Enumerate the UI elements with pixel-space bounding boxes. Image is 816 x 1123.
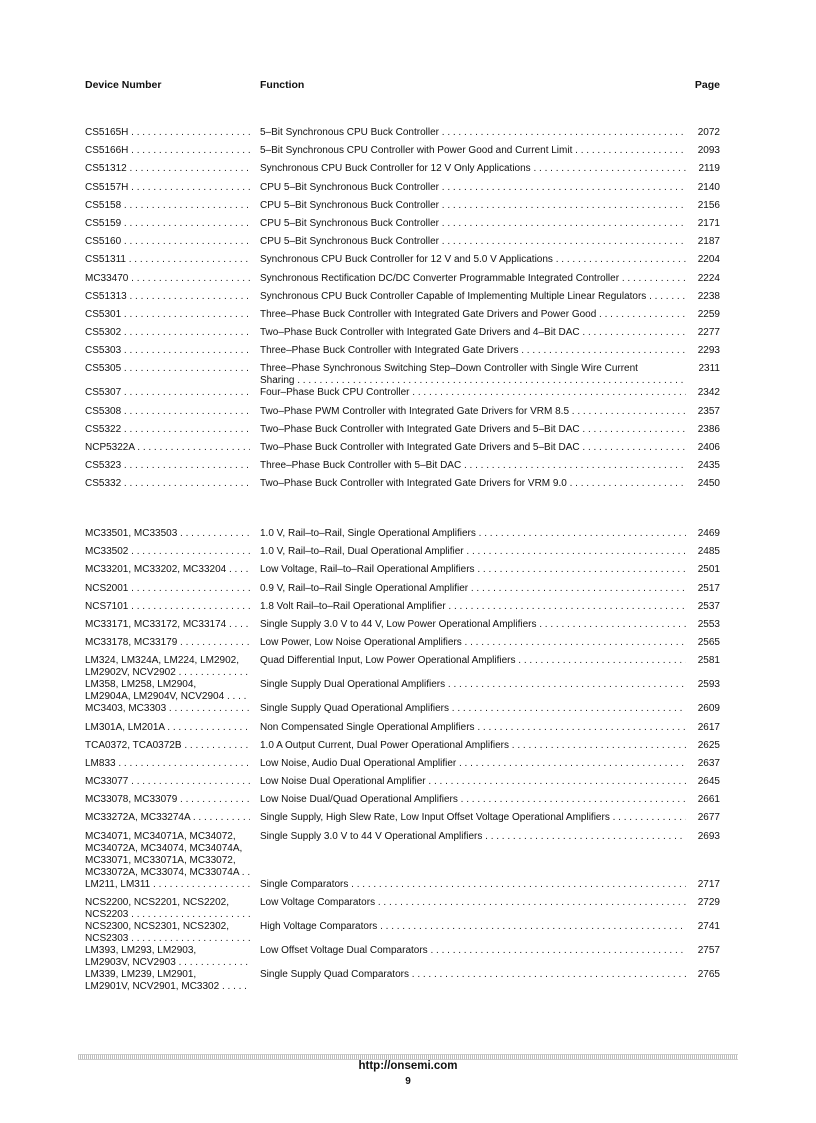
function-line: 1.0 A Output Current, Dual Power Operational Amplifiers . . . xyxy=(260,740,686,752)
device-number-line: MC33272A, MC33274A . . . xyxy=(85,812,250,824)
device-number xyxy=(85,758,250,776)
device-number-line: LM358, LM258, LM2904, xyxy=(85,679,197,691)
device-number-line: MC33502 . . . xyxy=(85,546,250,558)
function-line: 5–Bit Synchronous CPU Controller with Power Good and Current Limit . . . xyxy=(260,145,686,157)
function-line: Low Noise Dual/Quad Operational Amplifiers . . . xyxy=(260,794,686,806)
function-line: 5–Bit Synchronous CPU Buck Controller . . . xyxy=(260,127,686,139)
page-number-link[interactable]: 2259 xyxy=(686,309,720,327)
page-number-link[interactable]: 2553 xyxy=(686,619,720,637)
device-number-line: CS5166H . . . xyxy=(85,145,250,157)
function-description xyxy=(260,619,686,637)
table-row xyxy=(85,345,720,363)
function-description xyxy=(260,897,686,921)
page-number-link[interactable]: 2741 xyxy=(686,921,720,945)
device-number-line: NCS2303 . . . xyxy=(85,933,250,945)
table-row xyxy=(85,528,720,546)
function-line: Single Comparators . . . xyxy=(260,879,686,891)
function-line: Low Power, Low Noise Operational Amplifiers . . . xyxy=(260,637,686,649)
page-number-link[interactable]: 2661 xyxy=(686,794,720,812)
device-number-line: CS5157H . . . xyxy=(85,182,250,194)
device-number xyxy=(85,273,250,291)
function-description xyxy=(260,163,686,181)
function-description xyxy=(260,637,686,655)
function-line: Low Noise Dual Operational Amplifier . . . xyxy=(260,776,686,788)
table-row xyxy=(85,601,720,619)
device-number-line: MC34072A, MC34074, MC34074A, xyxy=(85,842,243,854)
function-line: CPU 5–Bit Synchronous Buck Controller . . . xyxy=(260,200,686,212)
column-header xyxy=(85,79,720,93)
table-row xyxy=(85,273,720,291)
page-number-link[interactable]: 2140 xyxy=(686,182,720,200)
table-row xyxy=(85,794,720,812)
device-number xyxy=(85,637,250,655)
page-number-link[interactable]: 2238 xyxy=(686,291,720,309)
function-description xyxy=(260,546,686,564)
page-number-link[interactable]: 2156 xyxy=(686,200,720,218)
device-number xyxy=(85,879,250,897)
device-number-line: CS5160 . . . xyxy=(85,236,250,248)
page-number-link[interactable]: 2637 xyxy=(686,758,720,776)
page-number-link[interactable]: 2729 xyxy=(686,897,720,921)
device-number-line: CS5305 . . . xyxy=(85,363,250,375)
function-line: Non Compensated Single Operational Amplifiers . . . xyxy=(260,722,686,734)
page-number-link[interactable]: 2072 xyxy=(686,127,720,145)
device-number-line: LM2904A, LM2904V, NCV2904 . . . xyxy=(85,691,250,703)
function-description xyxy=(260,831,686,879)
device-number xyxy=(85,218,250,236)
function-line: Sharing . . . xyxy=(260,375,686,387)
function-description xyxy=(260,528,686,546)
table-row xyxy=(85,291,720,309)
device-number-line: CS5301 . . . xyxy=(85,309,250,321)
table-row xyxy=(85,637,720,655)
function-description xyxy=(260,478,686,496)
footer-page-number: 9 xyxy=(405,1076,411,1087)
device-number xyxy=(85,424,250,442)
page-number-link[interactable]: 2609 xyxy=(686,703,720,721)
device-table-section-1 xyxy=(85,127,720,497)
table-row xyxy=(85,583,720,601)
device-number-line: MC3403, MC3303 . . . xyxy=(85,703,250,715)
function-description xyxy=(260,921,686,945)
device-number-line: LM2902V, NCV2902 . . . xyxy=(85,667,250,679)
page-number-link[interactable]: 2093 xyxy=(686,145,720,163)
table-row xyxy=(85,679,720,703)
table-row xyxy=(85,406,720,424)
device-number xyxy=(85,945,250,969)
device-number xyxy=(85,546,250,564)
table-row xyxy=(85,309,720,327)
function-line: Single Supply 3.0 V to 44 V, Low Power Operational Amplifiers . . . xyxy=(260,619,686,631)
table-row xyxy=(85,921,720,945)
table-row xyxy=(85,218,720,236)
device-number-line: MC33501, MC33503 . . . xyxy=(85,528,250,540)
device-number-line: LM211, LM311 . . . xyxy=(85,879,250,891)
function-description xyxy=(260,345,686,363)
table-row xyxy=(85,546,720,564)
table-row xyxy=(85,812,720,830)
device-number-line: MC33171, MC33172, MC33174 . . . xyxy=(85,619,250,631)
page-number-link[interactable]: 2224 xyxy=(686,273,720,291)
device-number-line: CS5307 . . . xyxy=(85,387,250,399)
table-row xyxy=(85,776,720,794)
table-row xyxy=(85,897,720,921)
page-number-link[interactable]: 2617 xyxy=(686,722,720,740)
page-number-link[interactable]: 2537 xyxy=(686,601,720,619)
table-row xyxy=(85,424,720,442)
device-number-line: LM2901V, NCV2901, MC3302 . . . xyxy=(85,981,250,993)
device-number-line: MC33077 . . . xyxy=(85,776,250,788)
table-row xyxy=(85,879,720,897)
header-device-number: Device Number xyxy=(85,79,162,91)
function-description xyxy=(260,309,686,327)
function-description xyxy=(260,945,686,969)
page-number-link[interactable]: 2311 xyxy=(686,363,720,387)
function-line: Single Supply Dual Operational Amplifiers . . . xyxy=(260,679,686,691)
table-row xyxy=(85,619,720,637)
table-row xyxy=(85,460,720,478)
device-number xyxy=(85,812,250,830)
page-number-link[interactable]: 2406 xyxy=(686,442,720,460)
device-number-line: LM833 . . . xyxy=(85,758,250,770)
header-function: Function xyxy=(260,79,305,91)
function-description xyxy=(260,218,686,236)
function-line: CPU 5–Bit Synchronous Buck Controller . . . xyxy=(260,236,686,248)
device-number-line: MC33470 . . . xyxy=(85,273,250,285)
function-line: Single Supply Quad Comparators . . . xyxy=(260,969,686,981)
device-number xyxy=(85,969,250,993)
device-number-line: NCP5322A . . . xyxy=(85,442,250,454)
device-number-line: MC33178, MC33179 . . . xyxy=(85,637,250,649)
function-line: High Voltage Comparators . . . xyxy=(260,921,686,933)
function-description xyxy=(260,879,686,897)
device-number xyxy=(85,897,250,921)
device-number xyxy=(85,145,250,163)
function-description xyxy=(260,145,686,163)
page-number-link[interactable]: 2293 xyxy=(686,345,720,363)
table-row xyxy=(85,236,720,254)
page-number-link[interactable]: 2517 xyxy=(686,583,720,601)
device-number-line: CS51313 . . . xyxy=(85,291,250,303)
table-row xyxy=(85,722,720,740)
function-description xyxy=(260,442,686,460)
device-number xyxy=(85,387,250,405)
table-row xyxy=(85,387,720,405)
function-line: Four–Phase Buck CPU Controller . . . xyxy=(260,387,686,399)
function-line: Three–Phase Synchronous Switching Step–Down Controller with Single Wire Current xyxy=(260,363,638,375)
function-line: Three–Phase Buck Controller with Integrated Gate Drivers . . . xyxy=(260,345,686,357)
function-description xyxy=(260,679,686,703)
function-line: CPU 5–Bit Synchronous Buck Controller . . . xyxy=(260,218,686,230)
table-row xyxy=(85,478,720,496)
function-line: Two–Phase Buck Controller with Integrated Gate Drivers and 5–Bit DAC . . . xyxy=(260,442,686,454)
function-line: Low Noise, Audio Dual Operational Amplifier . . . xyxy=(260,758,686,770)
function-line: Three–Phase Buck Controller with 5–Bit DAC . . . xyxy=(260,460,686,472)
function-line: Quad Differential Input, Low Power Operational Amplifiers . . . xyxy=(260,655,686,667)
device-number-line: NCS2001 . . . xyxy=(85,583,250,595)
page-number-link[interactable]: 2765 xyxy=(686,969,720,993)
function-description xyxy=(260,273,686,291)
device-number xyxy=(85,776,250,794)
function-line: Single Supply 3.0 V to 44 V Operational Amplifiers . . . xyxy=(260,831,686,843)
device-number xyxy=(85,363,250,387)
device-number xyxy=(85,831,250,879)
table-row xyxy=(85,254,720,272)
device-number xyxy=(85,460,250,478)
device-number-line: CS5308 . . . xyxy=(85,406,250,418)
function-line: CPU 5–Bit Synchronous Buck Controller . . . xyxy=(260,182,686,194)
table-row xyxy=(85,127,720,145)
function-line: Single Supply Quad Operational Amplifiers . . . xyxy=(260,703,686,715)
table-row xyxy=(85,703,720,721)
table-row xyxy=(85,363,720,387)
function-description xyxy=(260,655,686,679)
page-number-link[interactable]: 2469 xyxy=(686,528,720,546)
device-number-line: CS51311 . . . xyxy=(85,254,250,266)
function-line: Two–Phase PWM Controller with Integrated Gate Drivers for VRM 8.5 . . . xyxy=(260,406,686,418)
device-number-line: CS5302 . . . xyxy=(85,327,250,339)
device-number-line: CS5158 . . . xyxy=(85,200,250,212)
device-number-line: TCA0372, TCA0372B . . . xyxy=(85,740,250,752)
device-number xyxy=(85,200,250,218)
page-number-link[interactable]: 2204 xyxy=(686,254,720,272)
function-line: Synchronous Rectification DC/DC Converter Programmable Integrated Controller . . . xyxy=(260,273,686,285)
page-number-link[interactable]: 2171 xyxy=(686,218,720,236)
device-number-line: NCS2200, NCS2201, NCS2202, xyxy=(85,896,229,908)
table-row xyxy=(85,969,720,993)
function-description xyxy=(260,969,686,993)
table-row xyxy=(85,945,720,969)
device-number xyxy=(85,345,250,363)
function-description xyxy=(260,291,686,309)
device-number xyxy=(85,127,250,145)
device-number-line: CS5332 . . . xyxy=(85,478,250,490)
function-line: 0.9 V, Rail–to–Rail Single Operational Amplifier . . . xyxy=(260,583,686,595)
function-line: Single Supply, High Slew Rate, Low Input Offset Voltage Operational Amplifiers . . . xyxy=(260,812,686,824)
device-number xyxy=(85,309,250,327)
function-description xyxy=(260,776,686,794)
function-line: Two–Phase Buck Controller with Integrated Gate Drivers and 5–Bit DAC . . . xyxy=(260,424,686,436)
device-number xyxy=(85,794,250,812)
device-number-line: LM324, LM324A, LM224, LM2902, xyxy=(85,655,239,667)
page-number-link[interactable]: 2677 xyxy=(686,812,720,830)
page-number-link[interactable]: 2501 xyxy=(686,564,720,582)
device-number-line: NCS7101 . . . xyxy=(85,601,250,613)
device-number xyxy=(85,601,250,619)
function-description xyxy=(260,564,686,582)
table-row xyxy=(85,564,720,582)
device-number-line: CS5165H . . . xyxy=(85,127,250,139)
function-line: Synchronous CPU Buck Controller Capable of Implementing Multiple Linear Regulators . . . xyxy=(260,291,686,303)
function-description xyxy=(260,363,686,387)
function-line: Low Offset Voltage Dual Comparators . . . xyxy=(260,945,686,957)
device-number-line: MC33072A, MC33074, MC33074A . . . xyxy=(85,867,250,879)
function-description xyxy=(260,722,686,740)
function-description xyxy=(260,406,686,424)
table-row xyxy=(85,182,720,200)
device-number-line: CS5323 . . . xyxy=(85,460,250,472)
table-row xyxy=(85,655,720,679)
page-number-link[interactable]: 2450 xyxy=(686,478,720,496)
function-line: Two–Phase Buck Controller with Integrated Gate Drivers for VRM 9.0 . . . xyxy=(260,478,686,490)
footer-url[interactable]: http://onsemi.com xyxy=(358,1060,458,1072)
device-number-line: MC33201, MC33202, MC33204 . . . xyxy=(85,564,250,576)
device-number xyxy=(85,442,250,460)
device-number-line: LM339, LM239, LM2901, xyxy=(85,968,197,980)
page-number-link[interactable]: 2357 xyxy=(686,406,720,424)
function-description xyxy=(260,583,686,601)
device-number xyxy=(85,619,250,637)
page-number-link[interactable]: 2342 xyxy=(686,387,720,405)
device-number xyxy=(85,236,250,254)
page-number-link[interactable]: 2119 xyxy=(686,163,720,181)
function-line: 1.0 V, Rail–to–Rail, Dual Operational Amplifier . . . xyxy=(260,546,686,558)
page-number-link[interactable]: 2435 xyxy=(686,460,720,478)
device-number xyxy=(85,703,250,721)
table-row xyxy=(85,327,720,345)
function-description xyxy=(260,601,686,619)
function-description xyxy=(260,200,686,218)
function-description xyxy=(260,703,686,721)
device-number xyxy=(85,182,250,200)
page-number-link[interactable]: 2277 xyxy=(686,327,720,345)
function-line: Low Voltage, Rail–to–Rail Operational Amplifiers . . . xyxy=(260,564,686,576)
page-number-link[interactable]: 2717 xyxy=(686,879,720,897)
page-number-link[interactable]: 2593 xyxy=(686,679,720,703)
function-description xyxy=(260,740,686,758)
function-line: 1.0 V, Rail–to–Rail, Single Operational Amplifiers . . . xyxy=(260,528,686,540)
device-number-line: CS5303 . . . xyxy=(85,345,250,357)
table-row xyxy=(85,831,720,879)
device-number xyxy=(85,583,250,601)
device-number-line: CS51312 . . . xyxy=(85,163,250,175)
device-number xyxy=(85,528,250,546)
function-description xyxy=(260,424,686,442)
device-number xyxy=(85,679,250,703)
device-number-line: CS5159 . . . xyxy=(85,218,250,230)
function-line: 1.8 Volt Rail–to–Rail Operational Amplifier . . . xyxy=(260,601,686,613)
device-number xyxy=(85,921,250,945)
page-number-link[interactable]: 2581 xyxy=(686,655,720,679)
function-description xyxy=(260,127,686,145)
function-description xyxy=(260,387,686,405)
device-number-line: CS5322 . . . xyxy=(85,424,250,436)
table-row xyxy=(85,200,720,218)
device-number xyxy=(85,291,250,309)
device-number xyxy=(85,655,250,679)
device-number xyxy=(85,740,250,758)
function-line: Three–Phase Buck Controller with Integrated Gate Drivers and Power Good . . . xyxy=(260,309,686,321)
function-line: Low Voltage Comparators . . . xyxy=(260,897,686,909)
function-description xyxy=(260,236,686,254)
device-number-line: LM2903V, NCV2903 . . . xyxy=(85,957,250,969)
device-number-line: LM301A, LM201A . . . xyxy=(85,722,250,734)
device-number-line: MC33071, MC33071A, MC33072, xyxy=(85,854,236,866)
device-number-line: LM393, LM293, LM2903, xyxy=(85,944,197,956)
device-number xyxy=(85,478,250,496)
device-number xyxy=(85,722,250,740)
table-row xyxy=(85,740,720,758)
function-description xyxy=(260,794,686,812)
device-number xyxy=(85,406,250,424)
page-number-link[interactable]: 2187 xyxy=(686,236,720,254)
table-row xyxy=(85,163,720,181)
device-table-section-2 xyxy=(85,528,720,993)
device-number-line: NCS2300, NCS2301, NCS2302, xyxy=(85,920,229,932)
page-number-link[interactable]: 2565 xyxy=(686,637,720,655)
device-number xyxy=(85,564,250,582)
device-number-line: NCS2203 . . . xyxy=(85,909,250,921)
function-description xyxy=(260,327,686,345)
function-line: Synchronous CPU Buck Controller for 12 V Only Applications . . . xyxy=(260,163,686,175)
page-number-link[interactable]: 2386 xyxy=(686,424,720,442)
page-number-link[interactable]: 2693 xyxy=(686,831,720,879)
function-description xyxy=(260,758,686,776)
device-number xyxy=(85,254,250,272)
function-description xyxy=(260,182,686,200)
device-number-line: MC34071, MC34071A, MC34072, xyxy=(85,830,236,842)
function-description xyxy=(260,460,686,478)
device-number-line: MC33078, MC33079 . . . xyxy=(85,794,250,806)
table-row xyxy=(85,758,720,776)
device-number xyxy=(85,327,250,345)
function-line: Synchronous CPU Buck Controller for 12 V and 5.0 V Applications . . . xyxy=(260,254,686,266)
function-description xyxy=(260,812,686,830)
table-row xyxy=(85,442,720,460)
function-line: Two–Phase Buck Controller with Integrated Gate Drivers and 4–Bit DAC . . . xyxy=(260,327,686,339)
table-row xyxy=(85,145,720,163)
page-number-link[interactable]: 2485 xyxy=(686,546,720,564)
page-number-link[interactable]: 2625 xyxy=(686,740,720,758)
device-number xyxy=(85,163,250,181)
page-number-link[interactable]: 2757 xyxy=(686,945,720,969)
page-number-link[interactable]: 2645 xyxy=(686,776,720,794)
function-description xyxy=(260,254,686,272)
header-page: Page xyxy=(694,79,720,91)
